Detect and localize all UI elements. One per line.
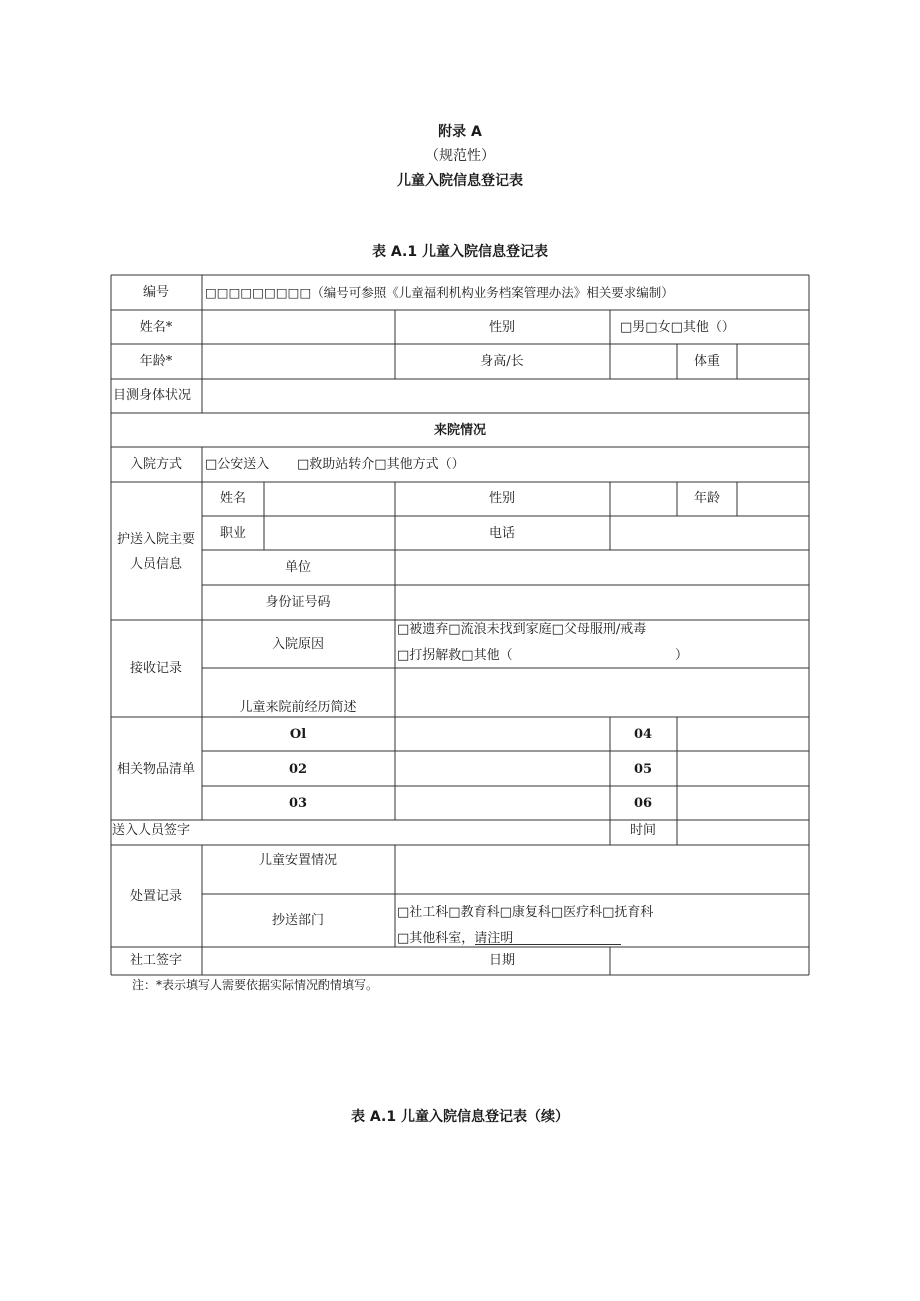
escort-group-label-line1: 护送入院主要 (116, 532, 196, 547)
escort-age-label: 年龄 (693, 491, 721, 506)
cc-options-line2[interactable]: □其他科室，请注明 (397, 931, 514, 946)
escort-id-label: 身份证号码 (265, 595, 331, 610)
gender-options[interactable]: □男□女□其他（） (620, 320, 735, 335)
age-label: 年龄* (139, 354, 173, 369)
disposal-group-label: 处置记录 (129, 889, 183, 904)
item-number: 04 (633, 727, 653, 742)
appendix-heading: 附录 A (438, 124, 482, 140)
escort-unit-label: 单位 (284, 560, 312, 575)
table-caption-continued: 表 A.1 儿童入院信息登记表（续） (351, 1109, 569, 1125)
escort-name-label: 姓名 (219, 491, 247, 506)
item-number: 05 (633, 762, 653, 777)
date-label: 日期 (488, 953, 516, 968)
cc-options-line1[interactable]: □社工科□教育科□康复科□医疗科□抚育科 (397, 905, 654, 920)
admission-option-other[interactable]: □救助站转介□其他方式（） (297, 457, 465, 472)
escort-job-label: 职业 (219, 526, 247, 541)
weight-label: 体重 (693, 354, 721, 369)
cc-specify-underline[interactable] (475, 944, 621, 945)
document-title: 儿童入院信息登记表 (397, 173, 523, 189)
cc-department-label: 抄送部门 (271, 913, 325, 928)
table-caption: 表 A.1 儿童入院信息登记表 (372, 244, 548, 260)
footnote: 注：*表示填写人需要依据实际情况酌情填写。 (132, 978, 379, 992)
normative-heading: （规范性） (425, 148, 495, 164)
escort-gender-label: 性别 (488, 491, 516, 506)
admission-reason-line2[interactable]: □打拐解救□其他（ (397, 648, 513, 663)
sender-signature-label: 送入人员签字 (112, 823, 191, 838)
escort-group-label-line2: 人员信息 (129, 557, 183, 572)
arrival-section-heading: 来院情况 (433, 423, 487, 438)
items-group-label: 相关物品清单 (116, 762, 196, 777)
admission-option-police[interactable]: □公安送入 (205, 457, 270, 472)
gender-label: 性别 (488, 320, 516, 335)
receipt-group-label: 接收记录 (129, 661, 183, 676)
admission-reason-close: ） (675, 648, 689, 663)
social-worker-signature-label: 社工签字 (129, 953, 183, 968)
id-label: 编号 (142, 285, 170, 300)
item-number: 02 (288, 762, 308, 777)
history-label: 儿童来院前经历简述 (239, 700, 357, 715)
admission-reason-line1[interactable]: □被遗弃□流浪未找到家庭□父母服刑/戒毒 (397, 622, 647, 637)
placement-label: 儿童安置情况 (258, 853, 338, 868)
name-label: 姓名* (139, 320, 173, 335)
item-number: Ol (289, 727, 307, 742)
height-label: 身高/长 (480, 354, 524, 369)
body-condition-label: 目测身体状况 (113, 388, 192, 403)
escort-phone-label: 电话 (488, 526, 516, 541)
sender-time-label: 时间 (629, 823, 657, 838)
item-number: 03 (288, 796, 308, 811)
id-value[interactable]: □□□□□□□□□（编号可参照《儿童福利机构业务档案管理办法》相关要求编制） (205, 285, 674, 300)
admission-method-label: 入院方式 (129, 457, 183, 472)
admission-reason-label: 入院原因 (271, 637, 325, 652)
item-number: 06 (633, 796, 653, 811)
